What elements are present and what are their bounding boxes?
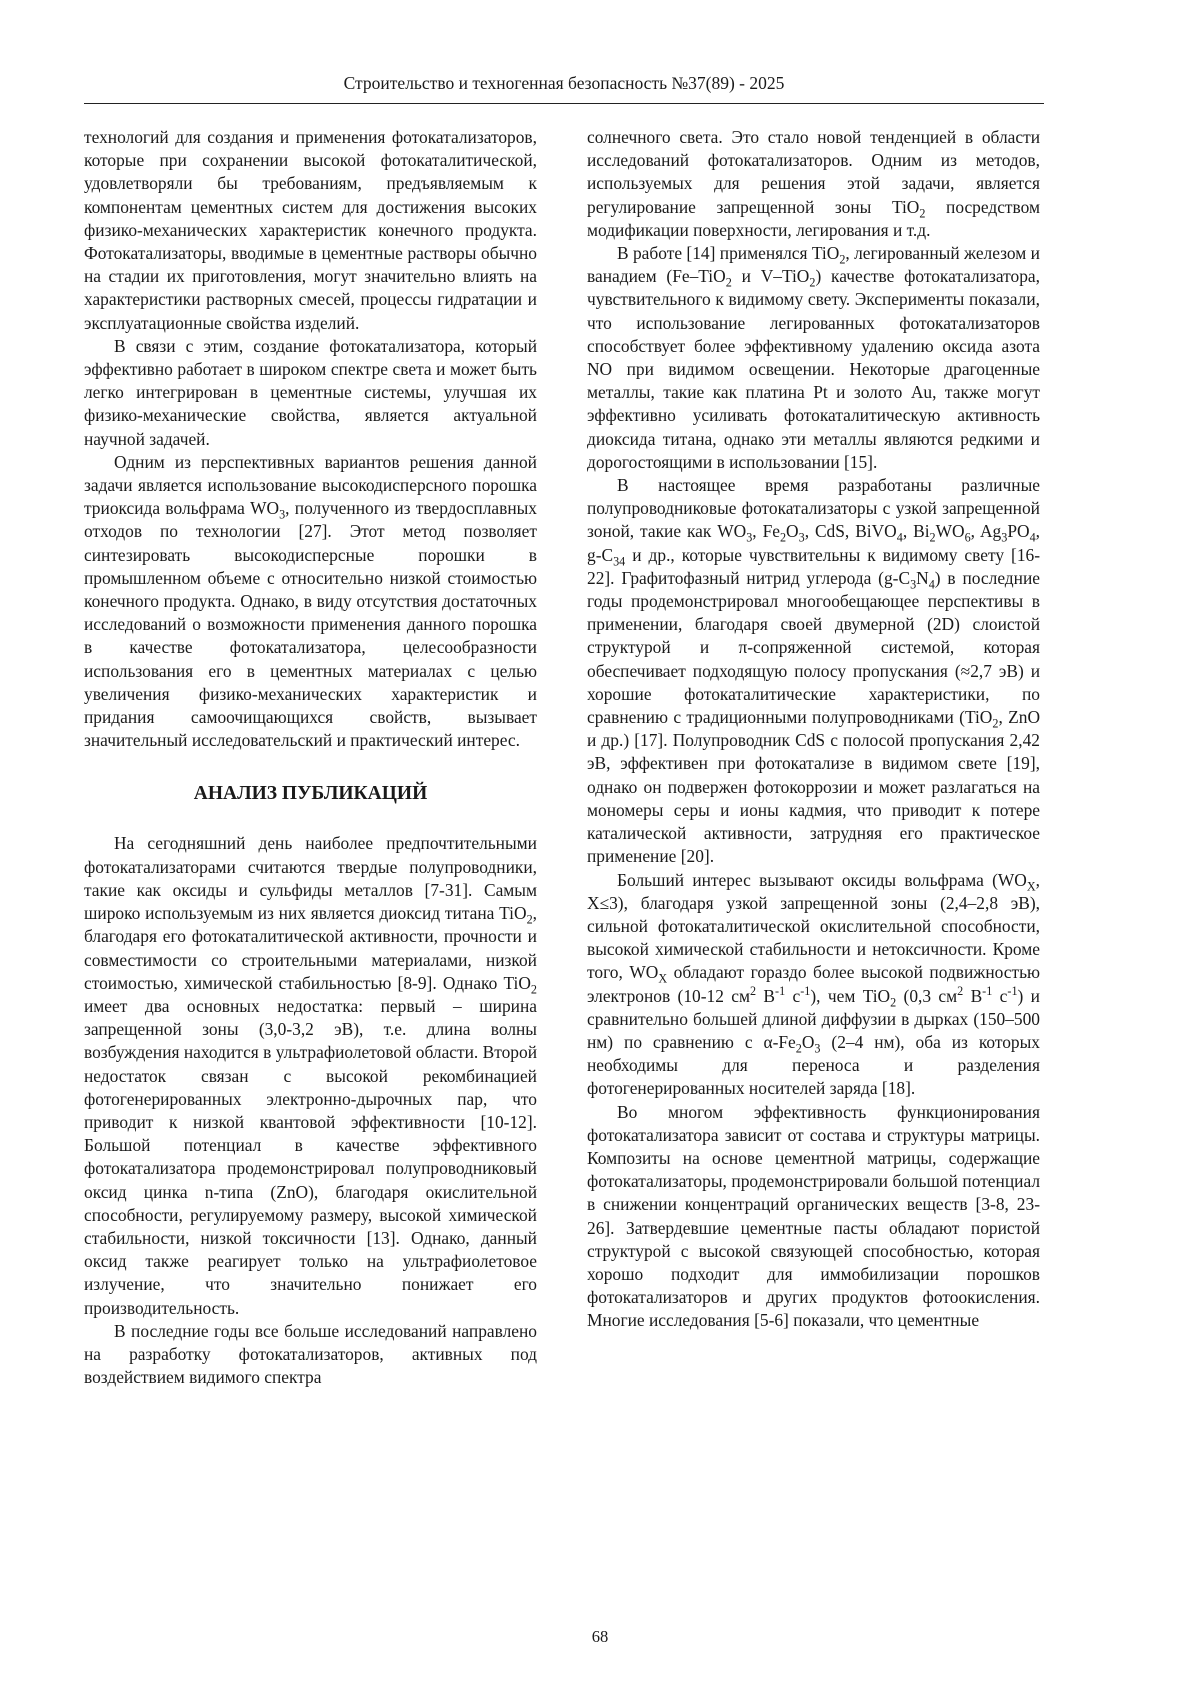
section-heading: АНАЛИЗ ПУБЛИКАЦИЙ [193,783,428,805]
journal-header: Строительство и техногенная безопасность №37(89) - 2025 [343,73,785,93]
paragraph: В последние годы все больше исследований направлено на разработку фотокатализаторов, активных под воздействием видимого спектра [84,1320,537,1388]
paragraph: Во многом эффективность функционирования фотокатализатора зависит от состава и структуры матрицы. Композиты на основе цементной матрицы, содержащие фотокатализаторы, продемонстрировали большой потенциал в снижении концентраций органических веществ [3-8, 23-26]. Затвердевшие цементные пасты обладают пористой структурой с высокой связующей способностью, которая хорошо подходит для иммобилизации порошков фотокатализаторов и других продуктов фотоокисления. Многие исследования [5-6] показали, что цементные [587,1101,1040,1331]
paragraph: В работе [14] применялся TiO$_2$, легированный железом и ванадием (Fe–TiO$_2$ и V–TiO$_2$) качестве фотокатализатора, чувствительного к видимому свету. Эксперименты показали, что использование легированных фотокатализаторов способствует более эффективному удалению оксида азота NO при видимом освещении. Некоторые драгоценные металлы, такие как платина Pt и золото Au, также могут эффективно усиливать фотокаталитическую активность диоксида титана, однако эти металлы являются редкими и дорогостоящими в использовании [15]. [587,243,1040,472]
paragraph: В связи с этим, создание фотокатализатора, который эффективно работает в широком спектре света и может быть легко интегрирован в цементные системы, улучшая их физико-механические свойства, является актуальной научной задачей. [84,335,537,449]
right-column [587,126,1040,1333]
paragraph: На сегодняшний день наиболее предпочтительными фотокатализаторами считаются твердые полупроводники, такие как оксиды и сульфиды металлов [7-31]. Самым широко используемым из них является диоксид титана TiO$_2$, благодаря его фотокаталитической активности, прочности и совместимости со строительными материалами, низкой стоимостью, химической стабильностью [8-9]. Однако TiO$_2$ имеет два основных недостатка: первый – ширина запрещенной зоны (3,0-3,2 эВ), т.е. длина волны возбуждения находится в ультрафиолетовой области. Второй недостаток связан с высокой рекомбинацией фотогенерированных электронно-дырочных пар, что приводит к низкой квантовой эффективности [10-12]. Большой потенциал в качестве эффективного фотокатализатора продемонстрировал полупроводниковый оксид цинка n-типа (ZnO), благодаря окислительной способности, регулируемому размеру, высокой химической стабильности, низкой токсичности [13]. Однако, данный оксид также реагирует только на ультрафиолетовое излучение, что значительно понижает его производительность. [84,833,537,1318]
paragraph: солнечного света. Это стало новой тенденцией в области исследований фотокатализаторов. Одним из методов, используемых для решения этой задачи, является регулирование запрещенной зоны TiO$_2$ посредством модификации поверхности, легирования и т.д. [587,127,1040,240]
header-rule [84,103,1044,104]
paragraph: технологий для создания и применения фотокатализаторов, которые при сохранении высокой фотокаталитической, удовлетворяли бы требованиям, предъявляемым к компонентам цементных систем для достижения высоких физико-механических характеристик конечного продукта. Фотокатализаторы, вводимые в цементные растворы обычно на стадии их приготовления, могут значительно влиять на характеристики растворных смесей, процессы гидратации и эксплуатационные свойства изделий. [84,127,537,333]
left-column [84,126,537,1389]
paragraph: Одним из перспективных вариантов решения данной задачи является использование высокодисперсного порошка триоксида вольфрама $WO_3$, полученного из твердосплавных отходов по технологии [27]. Этот метод позволяет синтезировать высокодисперсные порошки в промышленном объеме с относительно низкой стоимостью конечного продукта. Однако, в виду отсутствия достаточных исследований о возможности применения данного порошка в качестве фотокатализатора, целесообразности использования его в цементных материалах с целью увеличения физико-механических характеристик и придания самоочищающихся свойств, вызывает значительный исследовательский и практический интерес. [84,451,538,751]
paragraph: Больший интерес вызывают оксиды вольфрама ($WO_X$, X≤3), благодаря узкой запрещенной зоны (2,4–2,8 эВ), сильной фотокаталитической окислительной способности, высокой химической стабильности и нетоксичности. Кроме того, $WO_X$ обладают гораздо более высокой подвижностью электронов (10-12 $см^2$ $В^{-1}$ $с^{-1}$), чем TiO$_2$ (0,3 $см^2$ $В^{-1}$ $с^{-1}$) и сравнительно большей длиной диффузии в дырках (150–500 нм) по сравнению с $\alpha-Fe_2O_3$ (2–4 нм), оба из которых необходимы для переноса и разделения фотогенерированных носителей заряда [18]. [587,869,1040,1099]
page-number: 68 [591,1627,609,1646]
paragraph: В настоящее время разработаны различные полупроводниковые фотокатализаторы с узкой запрещенной зоной, такие как $WO_3$, $Fe_2O_3$, CdS, BiVO$_4$, $Bi_2WO_6$, $Ag_3PO_4$, $g-C_{34}$ и др., которые чувствительны к видимому свету [16-22]. Графитофазный нитрид углерода $(g-C_3N_4)$ в последние годы продемонстрировал многообещающее перспективы в применении, благодаря своей двумерной (2D) слоистой структурой и π-сопряженной системой, которая обеспечивает подходящую полосу пропускания (≈2,7 эВ) и хорошие фотокаталитические характеристики, по сравнению с традиционными полупроводниками (TiO$_2$, ZnO и др.) [17]. Полупроводник CdS с полосой пропускания 2,42 эВ, эффективен при фотокатализе в видимом свете [19], однако он подвержен фотокоррозии и может разлагаться на мономеры серы и ионы кадмия, что приводит к потере каталической активности, затрудняя его практическое применение [20]. [587,475,1041,867]
